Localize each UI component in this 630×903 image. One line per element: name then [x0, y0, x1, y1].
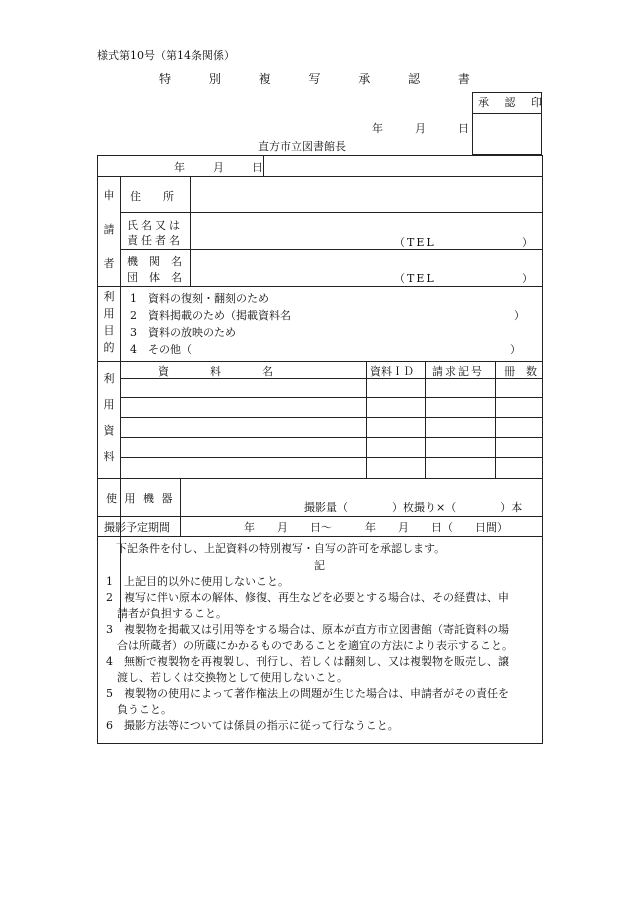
- tel-label-1: （TEL: [394, 236, 436, 249]
- name-label-1: 氏名又は: [127, 219, 183, 232]
- condition-line: 5 複製物の使用によって著作権法上の問題が生じた場合は、申請者がその責任を: [106, 687, 509, 700]
- purpose-label-2: 用: [103, 307, 115, 320]
- conditions-list: [106, 574, 542, 734]
- materials-label: [98, 366, 120, 470]
- ki-label: 記: [314, 559, 325, 572]
- applicant-label: [98, 186, 120, 274]
- materials-header-id: 資料ＩＤ: [370, 365, 414, 378]
- address-label: 住 所: [130, 190, 174, 203]
- approval-seal-label: 承 認 印: [473, 93, 541, 114]
- purpose-item-1: 1 資料の復刻・翻刻のため: [130, 292, 269, 305]
- org-label-2: 団 体 名: [127, 271, 182, 284]
- purpose-label-1: 利: [103, 290, 115, 303]
- condition-line: 6 撮影方法等については係員の指示に従って行なうこと。: [106, 719, 399, 732]
- app-date-year: 年: [174, 161, 185, 174]
- name-label-2: 責任者名: [127, 234, 183, 247]
- materials-label-1: 利: [103, 372, 115, 385]
- materials-label-3: 資: [103, 424, 115, 437]
- purpose-item-2: 2 資料掲載のため（掲載資料名: [130, 309, 291, 322]
- app-date-day: 日: [252, 161, 263, 174]
- issue-date-year: 年: [372, 122, 383, 135]
- condition-line: 渡し、若しくは交換物として使用しないこと。: [106, 671, 348, 684]
- materials-label-4: 料: [103, 450, 115, 463]
- issue-date: [372, 120, 469, 136]
- issuer: 直方市立図書館長: [258, 140, 346, 153]
- issue-date-day: 日: [458, 122, 469, 135]
- condition-line: 2 複写に伴い原本の解体、修復、再生などを必要とする場合は、その経費は、申: [106, 591, 509, 604]
- purpose-item-3: 3 資料の放映のため: [130, 326, 236, 339]
- purpose-item-4: 4 その他（: [130, 343, 192, 356]
- purpose-label-3: 目: [103, 324, 115, 337]
- form-number: 様式第10号（第14条関係）: [97, 49, 235, 62]
- purpose-label-4: 的: [103, 341, 115, 354]
- materials-header-name: 資 料 名: [158, 365, 275, 378]
- approval-seal-box: [472, 92, 548, 155]
- condition-line: 4 無断で複製物を再複製し、刊行し、若しくは翻刻し、又は複製物を販売し、譲: [106, 655, 509, 668]
- purpose-label: [98, 288, 120, 356]
- applicant-label-1: 申: [103, 189, 115, 202]
- purpose-item-4-close: ）: [510, 343, 521, 356]
- approval-statement: 下記条件を付し、上記資料の特別複写・自写の許可を承認します。: [116, 542, 446, 555]
- applicant-label-2: 請: [103, 223, 115, 236]
- equipment-label: 使 用 機 器: [106, 492, 175, 505]
- materials-header-count: 冊 数: [504, 365, 537, 378]
- condition-line: 1 上記目的以外に使用しないこと。: [106, 575, 289, 588]
- materials-label-2: 用: [103, 398, 115, 411]
- issue-date-month: 月: [415, 122, 426, 135]
- purpose-item-2-close: ）: [514, 309, 525, 322]
- materials-header-callnumber: 請求記号: [432, 365, 484, 378]
- tel-label-2: （TEL: [394, 272, 436, 285]
- equipment-shots: 撮影量（ ）枚撮り×（ ）本: [304, 501, 523, 514]
- applicant-label-3: 者: [103, 257, 115, 270]
- application-date: [174, 159, 263, 175]
- tel-close-1: ）: [522, 236, 533, 249]
- schedule-period: 年 月 日〜 年 月 日（ 日間）: [244, 521, 508, 534]
- document-title: 特 別 複 写 承 認 書: [159, 72, 487, 86]
- condition-line: 負うこと。: [106, 703, 172, 716]
- condition-line: 3 複製物を掲載又は引用等をする場合は、原本が直方市立図書館（寄託資料の場: [106, 623, 509, 636]
- app-date-month: 月: [213, 161, 224, 174]
- schedule-label: 撮影予定期間: [104, 521, 170, 534]
- application-form: [97, 155, 543, 744]
- condition-line: 請者が負担すること。: [106, 607, 227, 620]
- condition-line: 合は所蔵者）の所蔵にかかるものであることを適宜の方法により表示すること。: [106, 639, 513, 652]
- tel-close-2: ）: [522, 272, 533, 285]
- org-label-1: 機 関 名: [127, 255, 182, 268]
